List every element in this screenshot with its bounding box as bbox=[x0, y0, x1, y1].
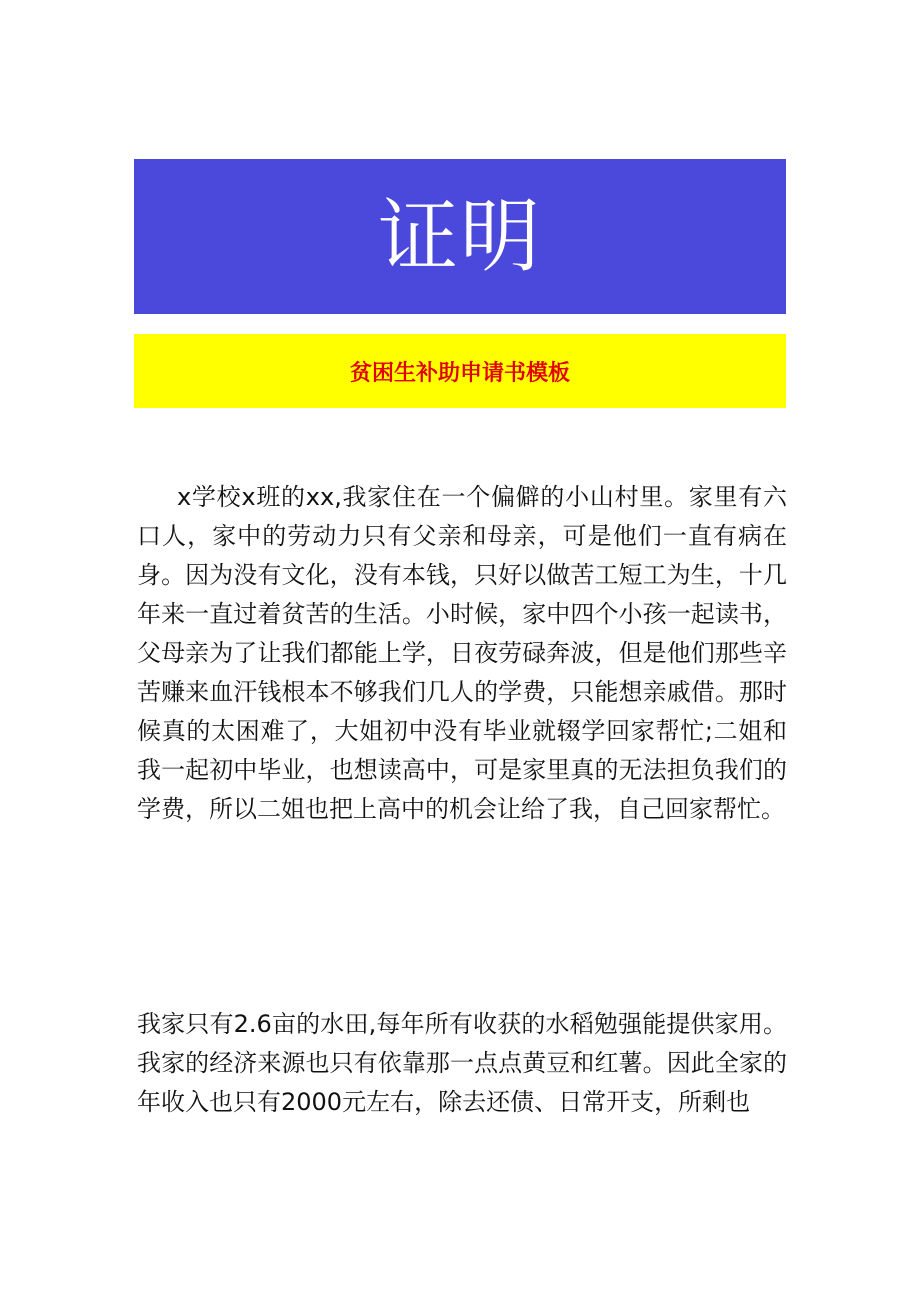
body-paragraph-2: 我家只有2.6亩的水田,每年所有收获的水稻勉强能提供家用。我家的经济来源也只有依靠那一点点黄豆和红薯。因此全家的年收入也只有2000元左右，除去还债、日常开支，所剩也 bbox=[137, 1010, 787, 1116]
document-subtitle: 贫困生补助申请书模板 bbox=[349, 360, 570, 386]
document-title: 证明 bbox=[378, 189, 542, 283]
title-banner bbox=[134, 159, 786, 314]
subtitle-banner bbox=[134, 334, 786, 408]
body-paragraph-1: x学校x班的xx,我家住在一个偏僻的小山村里。家里有六口人，家中的劳动力只有父亲和母亲，可是他们一直有病在身。因为没有文化，没有本钱，只好以做苦工短工为生，十几年来一直过着贫苦的生活。小时候，家中四个小孩一起读书，父母亲为了让我们都能上学，日夜劳碌奔波，但是他们那些辛苦赚来血汗钱根本不够我们几人的学费，只能想亲戚借。那时候真的太困难了，大姐初中没有毕业就辍学回家帮忙;二姐和我一起初中毕业，也想读高中，可是家里真的无法担负我们的学费，所以二姐也把上高中的机会让给了我，自己回家帮忙。 bbox=[137, 483, 787, 823]
